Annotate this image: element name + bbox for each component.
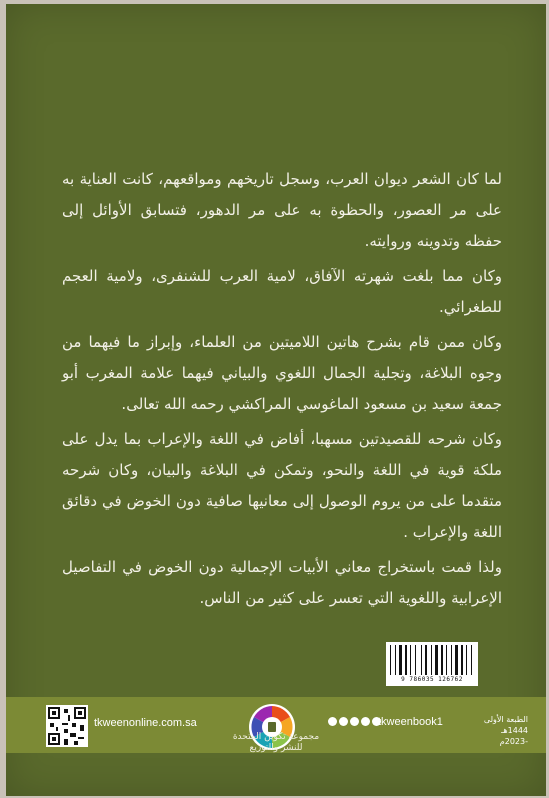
blurb-paragraph: وكان شرحه للقصيدتين مسهبا، أفاض في اللغة والإعراب بما يدل على ملكة قوية في اللغة والنحو، وتمكن في البلاغة والبيان، وكان شرحه متقدما على من يروم الوصول إلى معانيها صافية دون الخوض في دقائق اللغة والإعراب . — [62, 430, 502, 541]
barcode-bar — [446, 645, 447, 675]
barcode-bar — [433, 645, 434, 675]
barcode-bars — [390, 645, 474, 675]
barcode-bar — [399, 645, 402, 675]
barcode-bar — [464, 645, 465, 675]
barcode-bar — [451, 645, 452, 675]
twitter-icon[interactable] — [361, 717, 370, 726]
barcode-bar — [455, 645, 458, 675]
barcode-bar — [448, 645, 450, 675]
social-handle[interactable]: tkweenbook1 — [378, 716, 443, 728]
barcode-bar — [441, 645, 443, 675]
instagram-icon[interactable] — [339, 717, 348, 726]
barcode-bar — [412, 645, 414, 675]
barcode-bar — [435, 645, 438, 675]
barcode-bar — [395, 645, 396, 675]
publisher-name: مجموعة تكوين المتحدة — [232, 732, 320, 742]
barcode-bar — [468, 645, 470, 675]
barcode-bar — [392, 645, 394, 675]
blurb-paragraph: وكان مما بلغت شهرته الآفاق، لامية العرب للشنفرى، ولامية العجم للطغرائي. — [62, 267, 502, 316]
qr-code-icon — [46, 705, 88, 747]
barcode-bar — [408, 645, 409, 675]
website-link[interactable]: tkweenonline.com.sa — [94, 717, 197, 729]
youtube-icon[interactable] — [350, 717, 359, 726]
publisher-caption — [206, 732, 346, 754]
blurb-paragraph: ولذا قمت باستخراج معاني الأبيات الإجمالية دون الخوض في التفاصيل الإعرابية واللغوية التي تعسر على كثير من الناس. — [62, 558, 502, 607]
social-icons — [328, 717, 381, 726]
barcode-bar — [403, 645, 404, 675]
barcode-bar — [471, 645, 472, 675]
barcode-bar — [444, 645, 445, 675]
barcode-bar — [466, 645, 467, 675]
barcode-digits: 9 786035 126762 — [401, 676, 463, 683]
barcode-bar — [425, 645, 427, 675]
barcode-bar — [421, 645, 422, 675]
blurb-paragraph: لما كان الشعر ديوان العرب، وسجل تاريخهم ومواقعهم، كانت العناية به على مر العصور، والحظوة به على مر الدهور، فتسابق الأوائل إلى حفظه وتدوينه وروايته. — [62, 170, 502, 250]
publisher-subtitle: للنشر والتوزيع — [249, 743, 303, 753]
barcode-bar — [428, 645, 430, 675]
edition-label: الطبعة الأولى — [483, 715, 528, 724]
barcode-bar — [417, 645, 420, 675]
barcode-bar — [410, 645, 411, 675]
barcode-bar — [439, 645, 440, 675]
barcode-bar — [459, 645, 460, 675]
barcode-bar — [415, 645, 416, 675]
barcode-bar — [461, 645, 463, 675]
barcode-bar — [431, 645, 432, 675]
isbn-barcode — [386, 642, 478, 686]
blurb-text — [62, 164, 502, 618]
barcode-bar — [405, 645, 407, 675]
blurb-paragraph: وكان ممن قام بشرح هاتين اللاميتين من العلماء، وإبراز ما فيهما من وجوه البلاغة، وتجلية الجمال اللغوي والبياني فيهما علامة المغرب أبو جمعة سعيد بن مسعود الماغوسي المراكشي رحمه الله تعالى. — [62, 333, 502, 413]
barcode-bar — [390, 645, 391, 675]
back-cover — [6, 4, 546, 796]
facebook-icon[interactable] — [328, 717, 337, 726]
barcode-bar — [453, 645, 454, 675]
edition-info — [478, 714, 528, 747]
barcode-bar — [423, 645, 424, 675]
barcode-bar — [397, 645, 398, 675]
edition-year: 1444هـ -2023م — [499, 726, 528, 746]
